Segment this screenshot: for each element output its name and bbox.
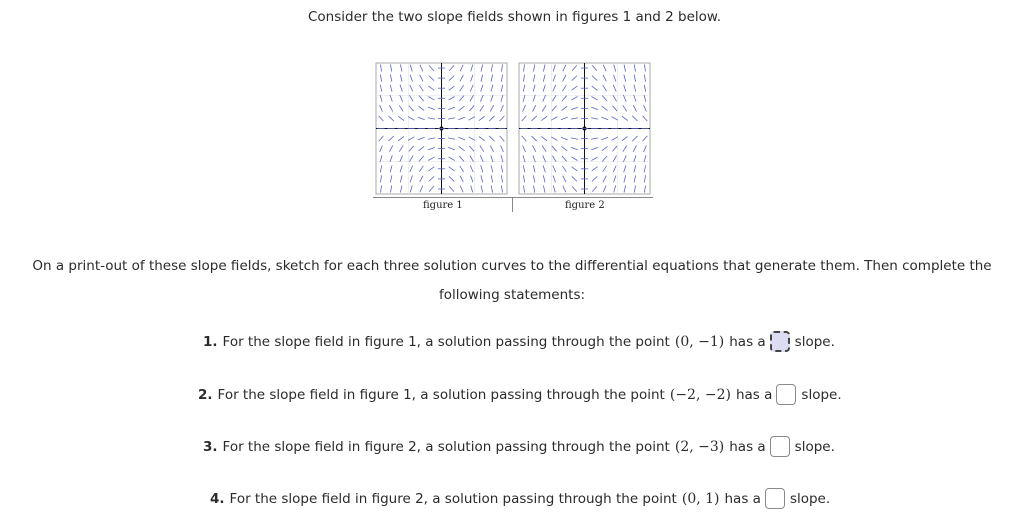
question-1 [203, 331, 835, 352]
point-label: (2, −3) [674, 438, 725, 455]
question-number: 2. [198, 386, 213, 403]
has-a-text: has a [724, 490, 761, 507]
answer-box-1[interactable] [770, 331, 790, 352]
instructions-text: On a print-out of these slope fields, sketch for each three solution curves to the differential equations that generate them. Then complete the following statements: [32, 258, 992, 303]
point-label: (0, 1) [681, 490, 720, 507]
question-3 [203, 436, 835, 457]
answer-box-4[interactable] [765, 488, 785, 509]
question-2 [198, 384, 842, 405]
question-number: 4. [210, 490, 225, 507]
has-a-text: has a [729, 333, 766, 350]
answer-box-2[interactable] [776, 384, 796, 405]
question-text: For the slope field in figure 2, a solution passing through the point [222, 438, 670, 455]
question-text: For the slope field in figure 1, a solution passing through the point [217, 386, 665, 403]
figure-1-caption: figure 1 [423, 200, 463, 211]
slope-suffix: slope. [794, 333, 835, 350]
slope-field-figure-2 [519, 63, 650, 194]
question-text: For the slope field in figure 1, a solution passing through the point [222, 333, 670, 350]
figure-2-caption: figure 2 [565, 200, 605, 211]
slope-suffix: slope. [801, 386, 842, 403]
point-label: (−2, −2) [669, 386, 731, 403]
slope-suffix: slope. [794, 438, 835, 455]
question-number: 3. [203, 438, 218, 455]
figures-container [373, 60, 653, 215]
figures-svg [373, 60, 653, 215]
slope-field-figure-1 [376, 63, 507, 194]
has-a-text: has a [729, 438, 766, 455]
question-4 [210, 488, 830, 509]
point-label: (0, −1) [674, 333, 725, 350]
intro-text: Consider the two slope fields shown in figures 1 and 2 below. [308, 9, 722, 25]
answer-box-3[interactable] [770, 436, 790, 457]
has-a-text: has a [735, 386, 773, 403]
slope-suffix: slope. [789, 490, 831, 507]
question-text: For the slope field in figure 2, a solution passing through the point [229, 490, 677, 507]
question-number: 1. [203, 333, 218, 350]
